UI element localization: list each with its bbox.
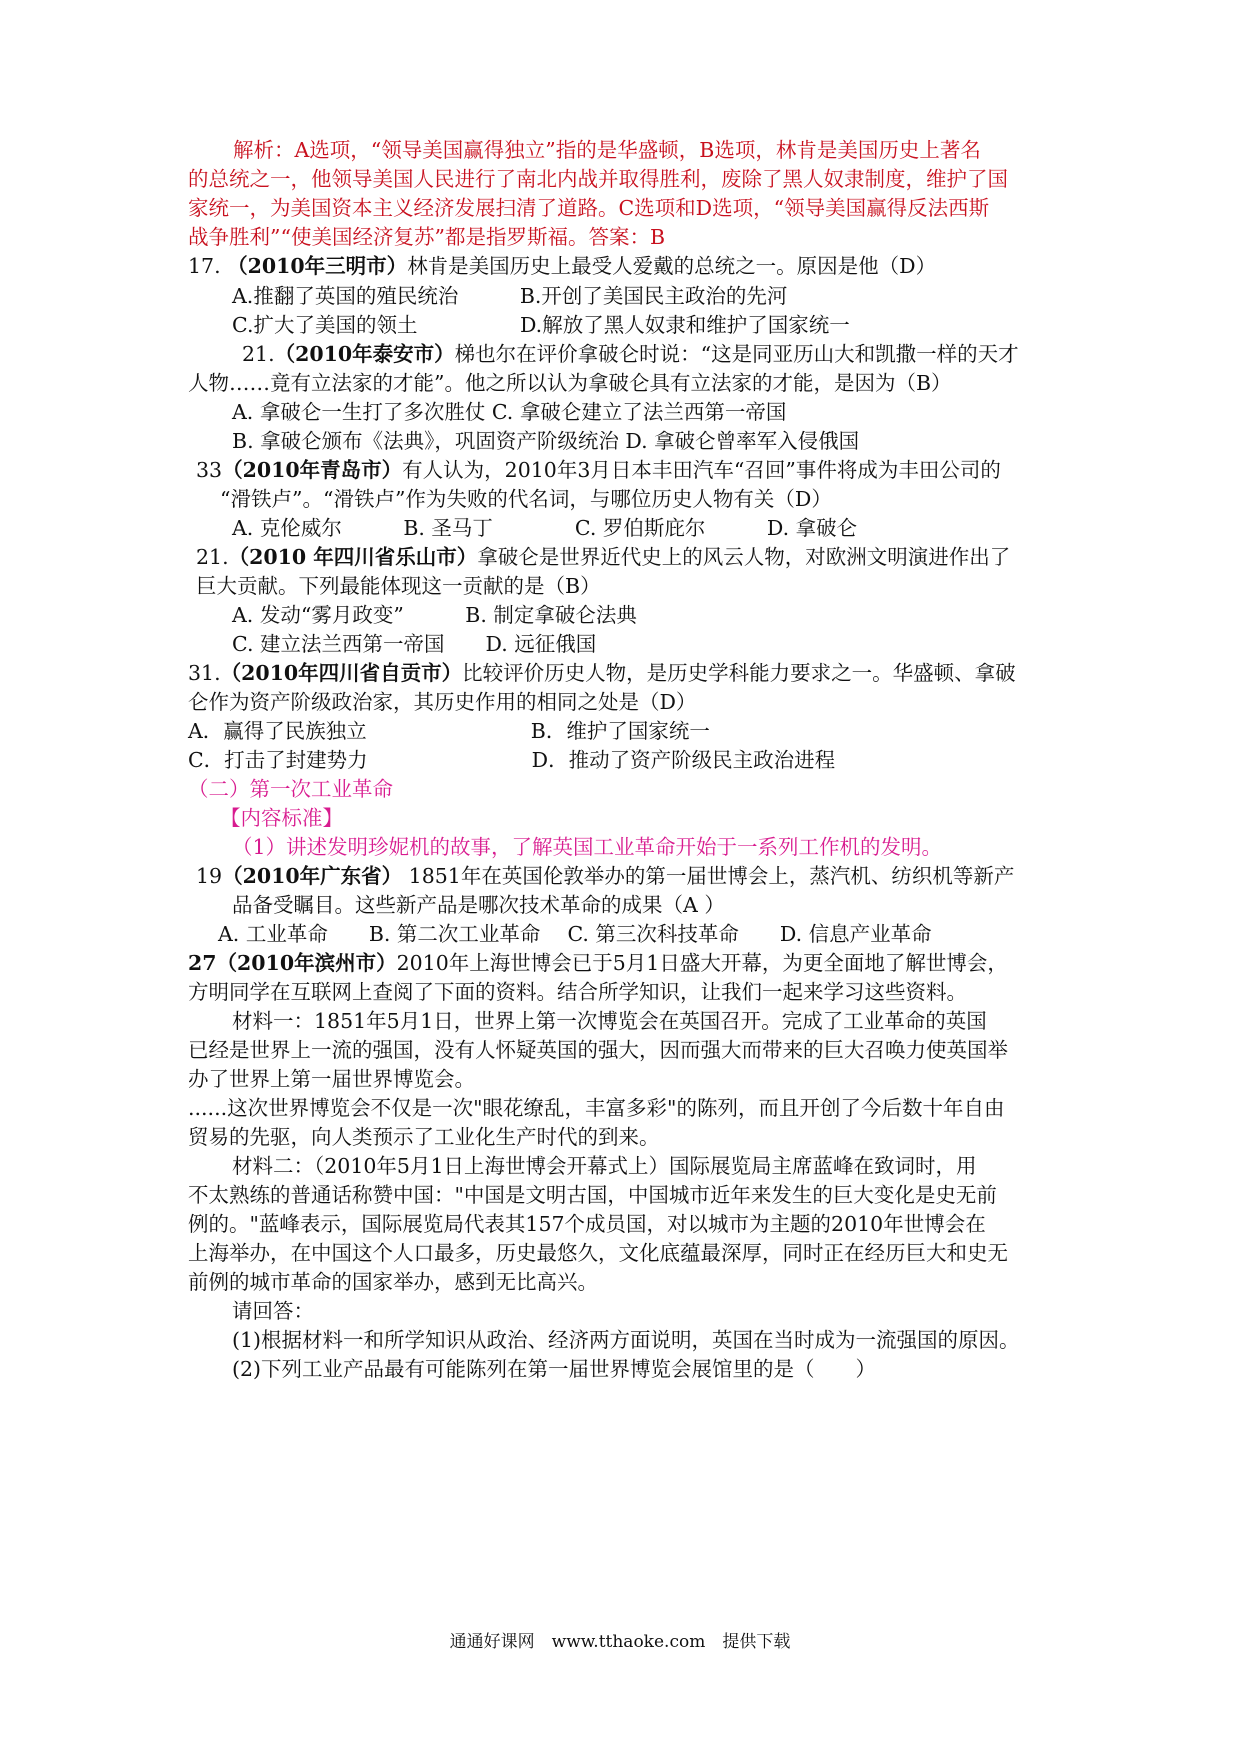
section-heading: （二）第一次工业革命 [188, 777, 393, 801]
analysis-line-2: 的总统之一，他领导美国人民进行了南北内战并取得胜利，废除了黑人奴隶制度，维护了国 [188, 167, 1008, 191]
question-number: 17. [188, 254, 228, 278]
question-source: （2010 年四川省乐山市） [228, 545, 478, 569]
q21-leshan-line-2: 巨大贡献。下列最能体现这一贡献的是（B） [196, 574, 601, 598]
question-source: （2010年广东省） [222, 864, 403, 888]
material-2-line-1: 材料二：（2010年5月1日上海世博会开幕式上）国际展览局主席蓝峰在致词时，用 [232, 1154, 977, 1178]
question-number: 21. [196, 545, 229, 569]
sub-question-2: (2)下列工业产品最有可能陈列在第一届世界博览会展馆里的是（ ） [232, 1357, 877, 1381]
question-number: 19 [196, 864, 223, 888]
q21-taian-options-2: B. 拿破仑颁布《法典》，巩固资产阶级统治 D. 拿破仑曾率军入侵俄国 [232, 429, 860, 453]
question-number: 33 [196, 458, 223, 482]
material-1-line-5: 贸易的先驱，向人类预示了工业化生产时代的到来。 [188, 1125, 660, 1149]
sub-question-1: (1)根据材料一和所学知识从政治、经济两方面说明，英国在当时成为一流强国的原因。 [232, 1328, 1020, 1352]
question-source: （2010年四川省自贡市） [220, 661, 463, 685]
material-2-line-4: 上海举办，在中国这个人口最多，历史最悠久，文化底蕴最深厚，同时正在经历巨大和史无 [188, 1241, 1008, 1265]
material-1-line-3: 办了世界上第一届世界博览会。 [188, 1067, 475, 1091]
question-31 [188, 657, 1068, 689]
question-19 [196, 860, 1076, 892]
question-text: 有人认为，2010年3月日本丰田汽车“召回”事件将成为丰田公司的 [402, 458, 1001, 482]
q21-leshan-options-cd: C. 建立法兰西第一帝国 D. 远征俄国 [232, 632, 597, 656]
content-standard-heading: 【内容标准】 [220, 806, 343, 830]
please-answer: 请回答： [232, 1299, 314, 1323]
q19-line-2: 品备受瞩目。这些新产品是哪次技术革命的成果（A ） [232, 893, 725, 917]
question-number: 27 [188, 951, 217, 975]
q31-options-ab: A．赢得了民族独立 B．维护了国家统一 [188, 719, 710, 743]
q31-options-cd: C．打击了封建势力 D．推动了资产阶级民主政治进程 [188, 748, 836, 772]
material-2-line-2: 不太熟练的普通话称赞中国："中国是文明古国，中国城市近年来发生的巨大变化是史无前 [188, 1183, 997, 1207]
q17-options-cd: C.扩大了美国的领土 D.解放了黑人奴隶和维护了国家统一 [232, 313, 850, 337]
analysis-line-1: 解析：A选项，“领导美国赢得独立”指的是华盛顿，B选项，林肯是美国历史上著名 [233, 138, 981, 162]
question-source: （2010年青岛市） [222, 458, 403, 482]
question-27 [188, 947, 1068, 979]
material-2-line-3: 例的。"蓝峰表示，国际展览局代表其157个成员国，对以城市为主题的2010年世博会在 [188, 1212, 986, 1236]
q27-line-2: 方明同学在互联网上查阅了下面的资料。结合所学知识，让我们一起来学习这些资料。 [188, 980, 967, 1004]
material-1-line-4: ......这次世界博览会不仅是一次"眼花缭乱，丰富多彩"的陈列，而且开创了今后数十年自由 [188, 1096, 1005, 1120]
analysis-line-3: 家统一，为美国资本主义经济发展扫清了道路。C选项和D选项，“领导美国赢得反法西斯 [188, 196, 990, 220]
q21-leshan-options-ab: A. 发动“雾月政变” B. 制定拿破仑法典 [232, 603, 637, 627]
material-2-line-5: 前例的城市革命的国家举办，感到无比高兴。 [188, 1270, 598, 1294]
q33-options: A. 克伦威尔 B. 圣马丁 C. 罗伯斯庇尔 D. 拿破仑 [232, 516, 858, 540]
question-text: 林肯是美国历史上最受人爱戴的总统之一。原因是他（D） [407, 254, 937, 278]
q17-options-ab: A.推翻了英国的殖民统治 B.开创了美国民主政治的先河 [232, 284, 788, 308]
question-source: （2010年泰安市） [274, 342, 455, 366]
content-standard-item-1: （1）讲述发明珍妮机的故事，了解英国工业革命开始于一系列工作机的发明。 [232, 835, 943, 859]
question-text: 比较评价历史人物，是历史学科能力要求之一。华盛顿、拿破 [462, 661, 1016, 685]
q19-options: A. 工业革命 B. 第二次工业革命 C. 第三次科技革命 D. 信息产业革命 [218, 922, 932, 946]
question-33 [196, 454, 1076, 486]
question-source: （2010年滨州市） [216, 951, 397, 975]
question-21-leshan [196, 541, 1076, 573]
question-text: 2010年上海世博会已于5月1日盛大开幕，为更全面地了解世博会， [396, 951, 1008, 975]
question-17 [188, 250, 1068, 282]
question-number: 21. [242, 342, 275, 366]
q33-line-2: “滑铁卢”。“滑铁卢”作为失败的代名词，与哪位历史人物有关（D） [220, 487, 832, 511]
question-21-taian [242, 338, 1122, 370]
q21-taian-options-1: A. 拿破仑一生打了多次胜仗 C. 拿破仑建立了法兰西第一帝国 [232, 400, 787, 424]
question-number: 31. [188, 661, 221, 685]
question-source: （2010年三明市） [227, 254, 408, 278]
material-1-line-1: 材料一：1851年5月1日，世界上第一次博览会在英国召开。完成了工业革命的英国 [232, 1009, 987, 1033]
question-text: 拿破仑是世界近代史上的风云人物，对欧洲文明演进作出了 [477, 545, 1011, 569]
page-footer: 通通好课网 www.tthaoke.com 提供下载 [449, 1632, 791, 1652]
q21-taian-line-2: 人物……竟有立法家的才能”。他之所以认为拿破仑具有立法家的才能，是因为（B） [188, 371, 952, 395]
question-text: 1851年在英国伦敦举办的第一届世博会上，蒸汽机、纺织机等新产 [402, 864, 1015, 888]
question-text: 梯也尔在评价拿破仑时说：“这是同亚历山大和凯撒一样的天才 [454, 342, 1019, 366]
q31-line-2: 仑作为资产阶级政治家，其历史作用的相同之处是（D） [188, 690, 697, 714]
material-1-line-2: 已经是世界上一流的强国，没有人怀疑英国的强大，因而强大而带来的巨大召唤力使英国举 [188, 1038, 1008, 1062]
analysis-line-4: 战争胜利”“使美国经济复苏”都是指罗斯福。答案：B [188, 225, 666, 249]
